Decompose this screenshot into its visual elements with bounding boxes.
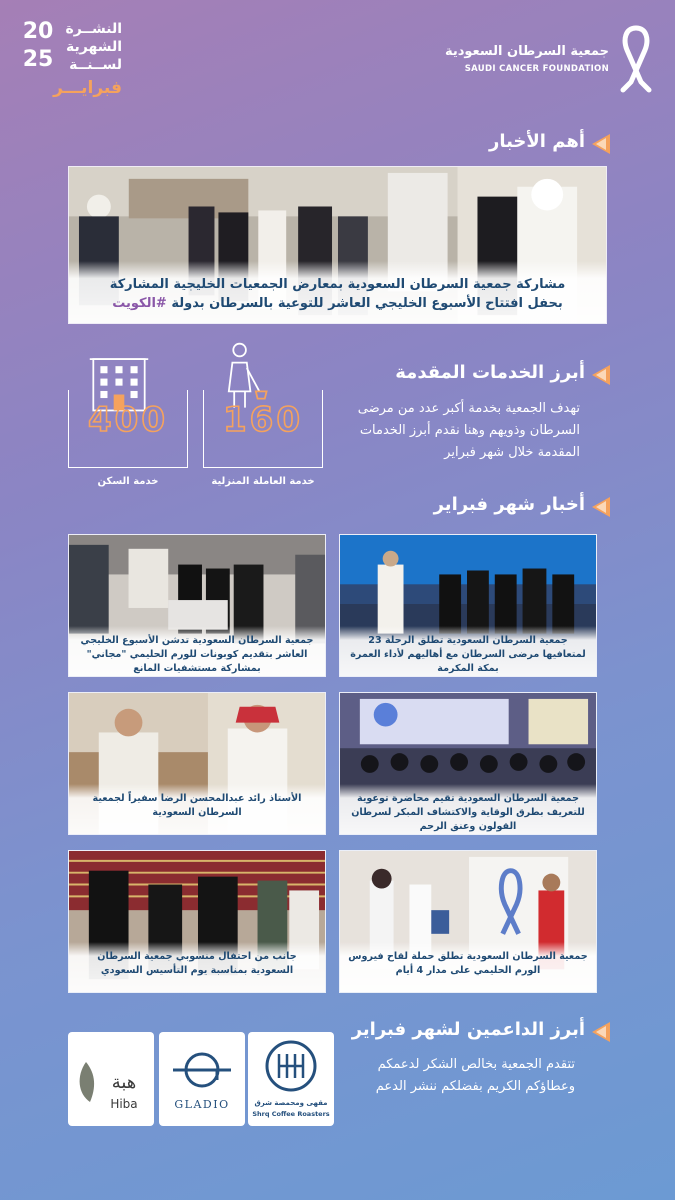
- news-card[interactable]: [339, 850, 597, 993]
- stat-housing-label: خدمة السكن: [97, 476, 159, 487]
- lead-news-photo[interactable]: [68, 166, 607, 324]
- issue-year-top: 20: [22, 19, 54, 44]
- sponsor-gladio[interactable]: [159, 1032, 245, 1126]
- news-card-caption: جمعية السرطان السعودية تدشن الأسبوع الخليجي العاشر بتقديم كوبونات للورم الحليمي "مجاني" بمشاركة مستشفيات المانع: [69, 626, 325, 676]
- lead-caption-line-2: [77, 294, 598, 313]
- news-card[interactable]: [339, 692, 597, 835]
- stat-housemaid-box: [203, 390, 323, 468]
- top-news-title: أهم الأخبار: [488, 131, 585, 152]
- lead-caption-text: بحفل افتتاح الأسبوع الخليجي العاشر للتوعية بالسرطان بدولة: [171, 296, 563, 311]
- section-arrow-icon: [592, 365, 610, 385]
- news-card[interactable]: [339, 534, 597, 677]
- news-card-caption: جمعية السرطان السعودية تطلق الرحلة 23 لمتعافيها مرضى السرطان مع أهاليهم لأداء العمرة بمكة المكرمة: [340, 626, 596, 676]
- gladio-logo: [159, 1032, 245, 1126]
- news-card[interactable]: [68, 692, 326, 835]
- issue-line-3: لســنــة: [69, 57, 122, 73]
- news-card-caption: الأستاذ رائد عبدالمحسن الرضا سفيراً لجمعية السرطان السعودية: [69, 784, 325, 834]
- lead-caption-hashtag[interactable]: #الكويت: [112, 296, 167, 311]
- hiba-name-ar: هبة: [111, 1072, 137, 1093]
- issue-badge: [16, 16, 156, 100]
- lead-caption-line-1: مشاركة جمعية السرطان السعودية بمعارض الجمعيات الخليجية المشاركة: [109, 277, 566, 292]
- sponsor-shrq[interactable]: [248, 1032, 334, 1126]
- section-arrow-icon: [592, 1022, 610, 1042]
- shrq-logo: [248, 1032, 334, 1126]
- sponsor-hiba[interactable]: [68, 1032, 154, 1126]
- news-card[interactable]: [68, 534, 326, 677]
- news-card[interactable]: [68, 850, 326, 993]
- ribbon-icon: [617, 24, 655, 94]
- issue-line-2: الشهرية: [66, 39, 122, 55]
- org-name-en: SAUDI CANCER FOUNDATION: [464, 64, 609, 74]
- news-card-caption: جانب من احتفال منسوبي جمعية السرطان السعودية بمناسبة يوم التأسيس السعودي: [69, 942, 325, 992]
- issue-line-1: النشــرة: [65, 21, 122, 37]
- services-description: تهدف الجمعية بخدمة أكبر عدد من مرضى السرطان وذويهم وهنا نقدم أبرز الخدمات المقدمة خلال شهر فبراير: [357, 401, 580, 460]
- lead-news-caption: [69, 261, 606, 323]
- stat-housing-box: [68, 390, 188, 468]
- hiba-logo: [68, 1032, 154, 1126]
- stat-housemaid-value: 160: [223, 400, 303, 440]
- section-arrow-icon: [592, 497, 610, 517]
- org-name-ar: جمعية السرطان السعودية: [444, 44, 609, 59]
- section-arrow-icon: [592, 134, 610, 154]
- issue-month: فبرايـــر: [53, 78, 122, 98]
- stat-housemaid-label: خدمة العاملة المنزلية: [211, 476, 315, 487]
- org-logo: [444, 20, 655, 100]
- shrq-name-ar: مقهى ومحمصة شرق: [254, 1099, 328, 1107]
- hiba-name-en: Hiba: [110, 1097, 138, 1111]
- shrq-name-en: Shrq Coffee Roasters: [252, 1110, 330, 1118]
- issue-year-bottom: 25: [22, 47, 54, 72]
- supporters-title: أبرز الداعمين لشهر فبراير: [351, 1019, 585, 1040]
- stat-housing-value: 400: [88, 400, 168, 440]
- supporters-description: تتقدم الجمعية بخالص الشكر لدعمكم وعطاؤكم الكريم بفضلكم ننشر الدعم: [375, 1057, 575, 1094]
- news-card-caption: جمعية السرطان السعودية تقيم محاضرة توعوية للتعريف بطرق الوقاية والاكتشاف المبكر لسرطان القولون وعنق الرحم: [340, 784, 596, 834]
- gladio-name: GLADIO: [174, 1098, 230, 1111]
- news-card-caption: جمعية السرطان السعودية تطلق حملة لقاح فيروس الورم الحليمي على مدار 4 أيام: [340, 942, 596, 992]
- monthly-news-title: أخبار شهر فبراير: [433, 494, 585, 515]
- services-title: أبرز الخدمات المقدمة: [395, 362, 585, 383]
